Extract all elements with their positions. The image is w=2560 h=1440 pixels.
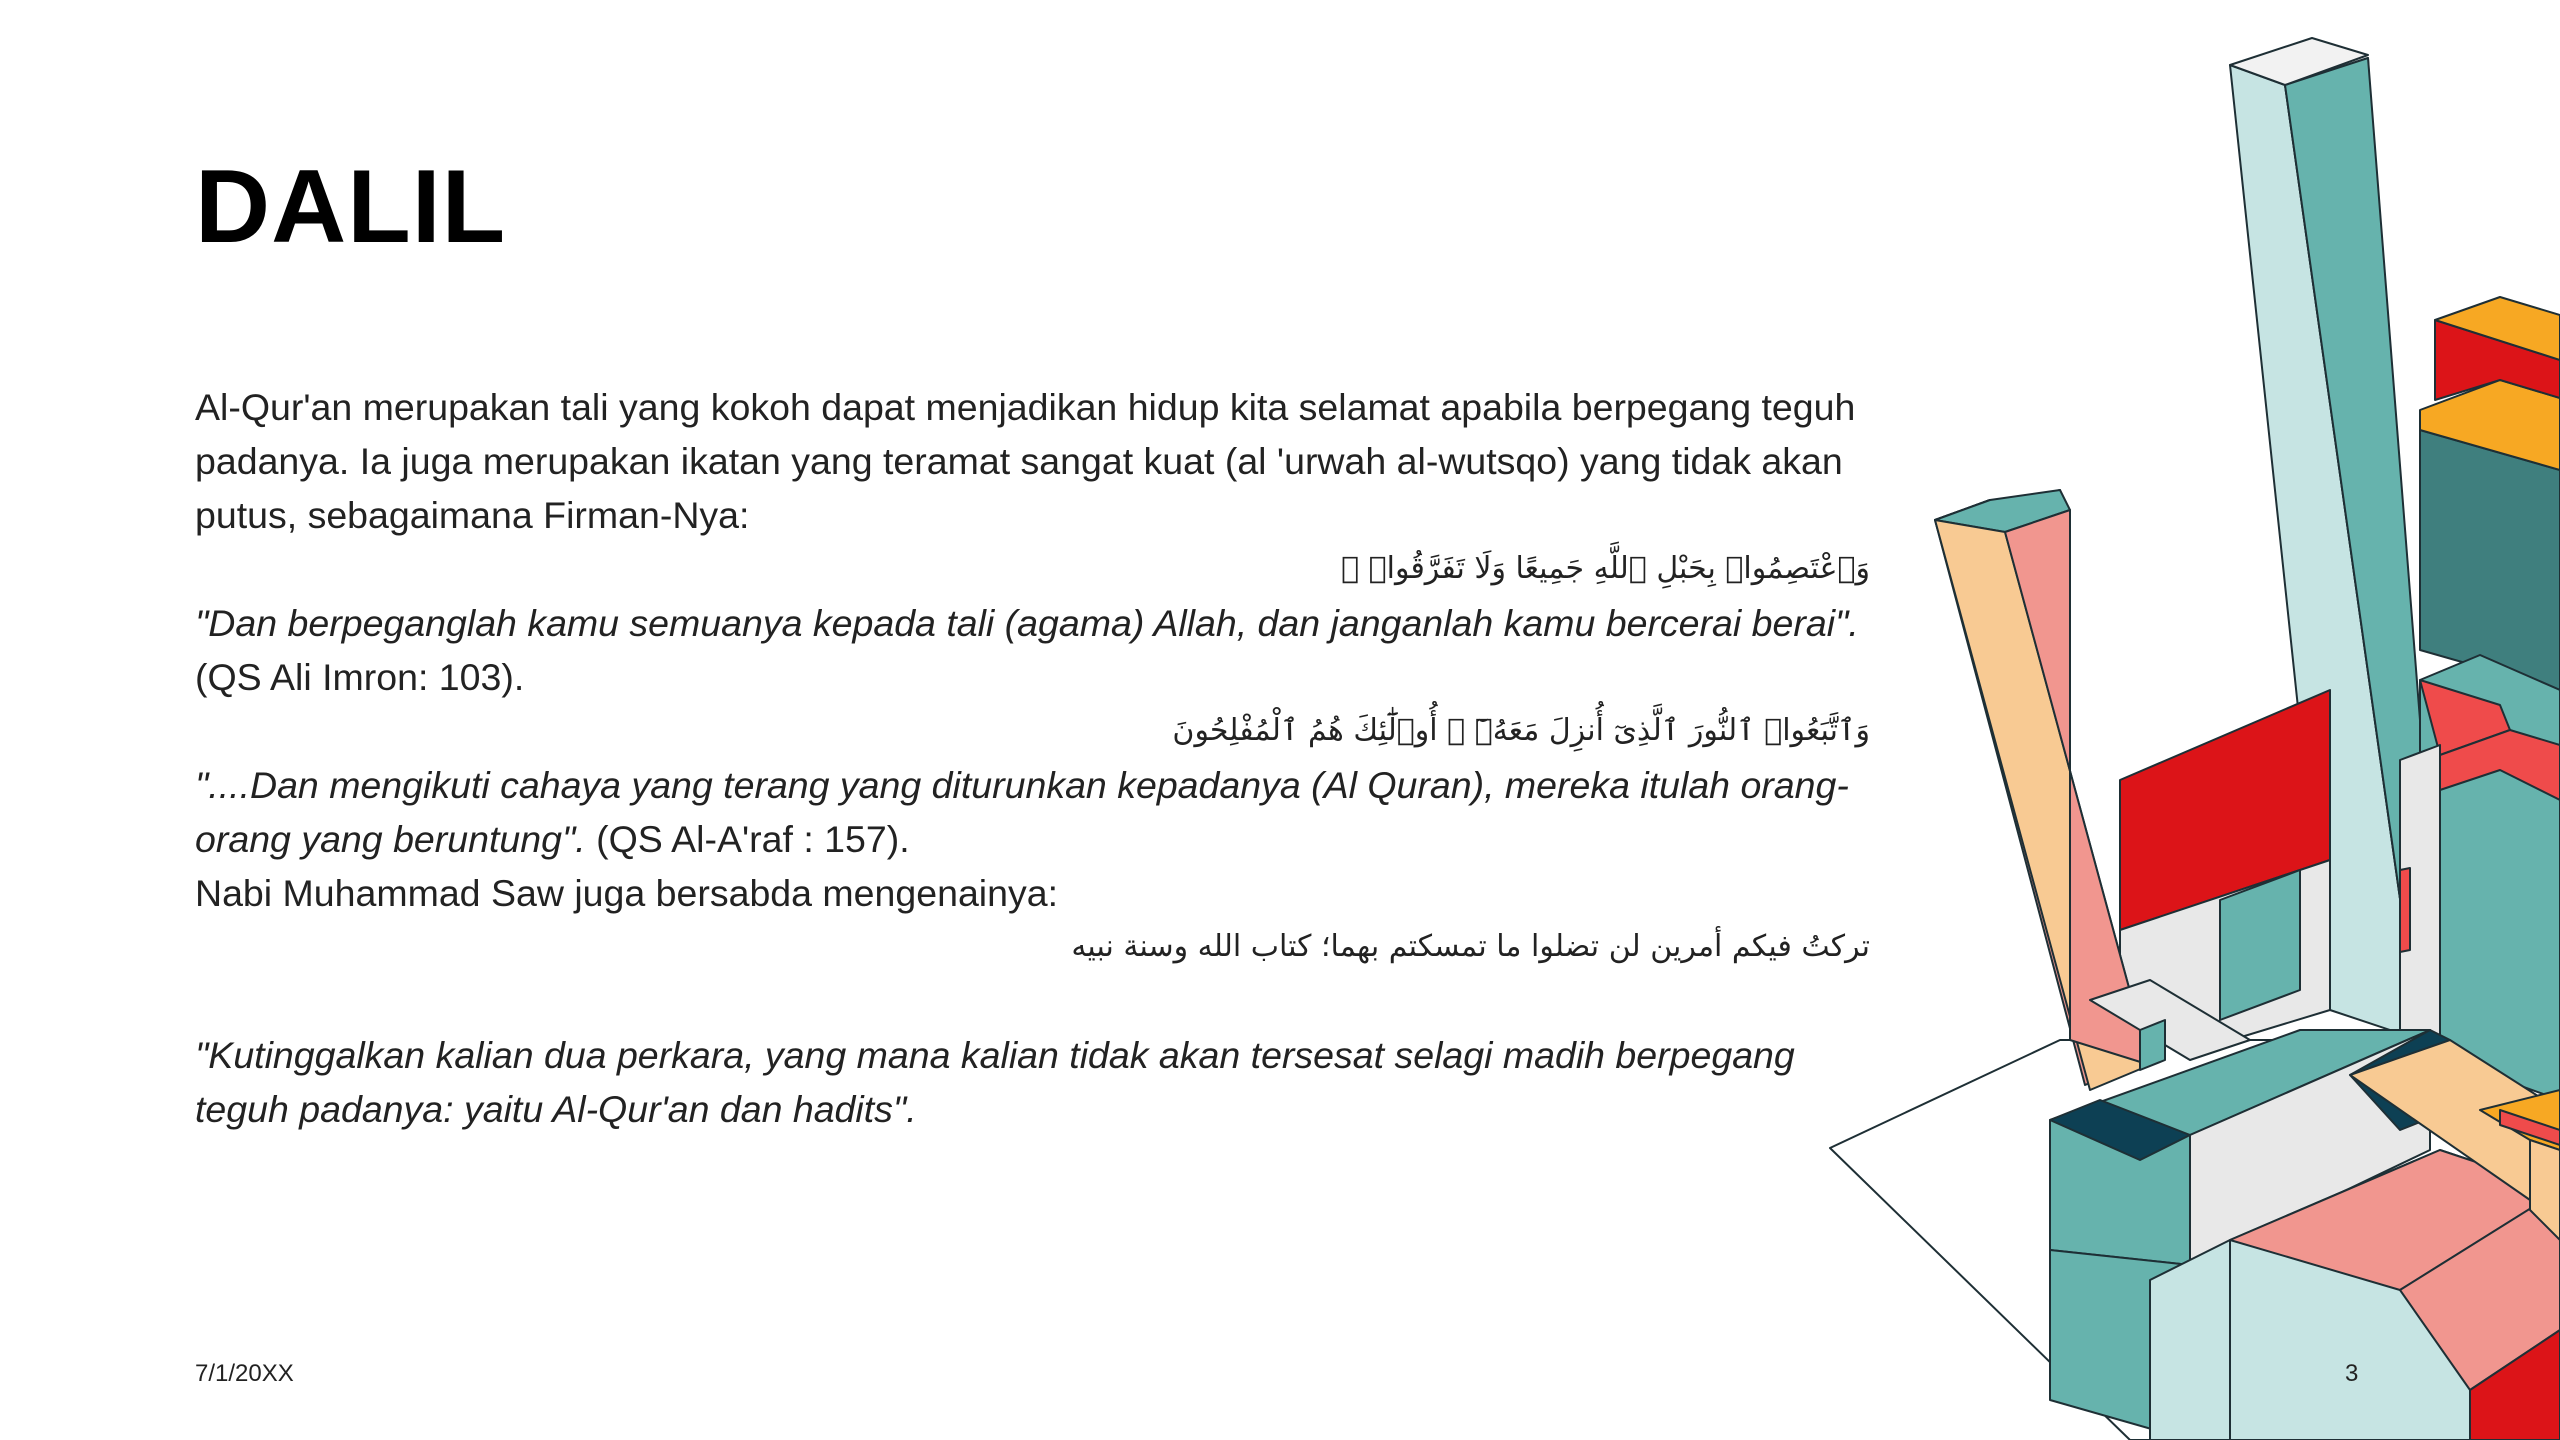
small-red-mark (2400, 868, 2410, 952)
intro-paragraph: Al-Qur'an merupakan tali yang kokoh dapat menjadikan hidup kita selamat apabila berpegang teguh padanya. Ia juga merupakan ikatan yang teramat sangat kuat (al 'urwah al-wutsqo) yang tidak akan putus, sebagaimana Firman-Nya: (195, 386, 1856, 536)
verse1-arabic: وَٱعْتَصِمُوا۟ بِحَبْلِ ٱللَّهِ جَمِيعًا وَلَا تَفَرَّقُوا۟ ۚ (1341, 551, 1870, 586)
hadith-intro: Nabi Muhammad Saw juga bersabda mengenainya: (195, 872, 1059, 914)
back-dark-block (2420, 430, 2560, 690)
verse1-reference: (QS Ali Imron: 103). (195, 656, 525, 698)
hadith-arabic: تركتُ فيكم أمرين لن تضلوا ما تمسكتم بهما؛ كتاب الله وسنة نبيه (1071, 929, 1870, 964)
verse1-translation: "Dan berpeganglah kamu semuanya kepada tali (agama) Allah, dan janganlah kamu bercerai berai". (195, 602, 1859, 644)
verse2-arabic: وَٱتَّبَعُوا۟ ٱلنُّورَ ٱلَّذِىٓ أُنزِلَ مَعَهُۥٓ ۙ أُو۟لَٰٓئِكَ هُمُ ٱلْمُفْلِحُونَ (1172, 713, 1870, 748)
hadith-translation: "Kutinggalkan kalian dua perkara, yang mana kalian tidak akan tersesat selagi madih berpegang teguh padanya: yaitu Al-Qur'an dan hadits". (195, 1034, 1795, 1130)
page-number[interactable]: 3 (2345, 1360, 2359, 1387)
slide-title[interactable]: DALIL (195, 149, 507, 265)
verse2-reference: (QS Al-A'raf : 157). (585, 818, 910, 860)
footer-date[interactable]: 7/1/20XX (195, 1360, 294, 1387)
verse2-translation: "....Dan mengikuti cahaya yang terang yang diturunkan kepadanya (Al Quran), mereka itulah orang-orang yang beruntung". (195, 764, 1849, 860)
